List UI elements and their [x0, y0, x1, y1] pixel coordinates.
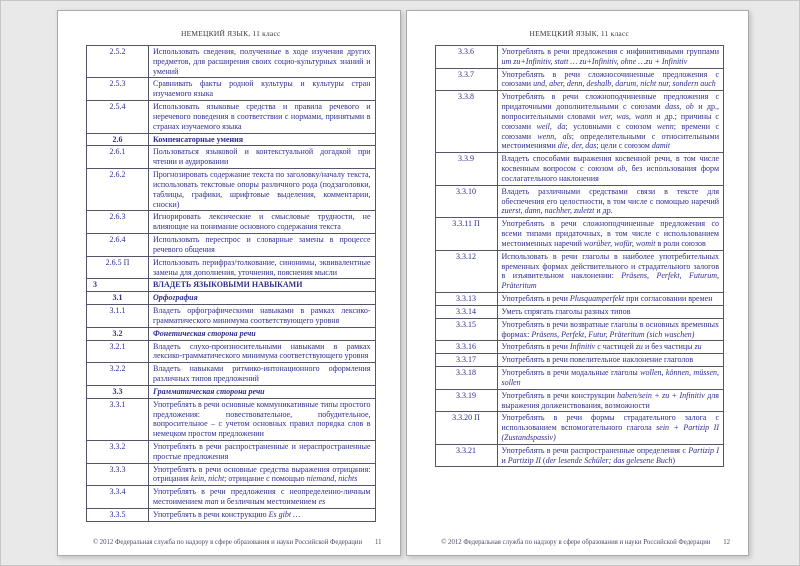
row-text: Употреблять в речи распространенные и нераспространенные простые предложения	[149, 440, 376, 463]
row-number: 3.3.8	[435, 91, 497, 153]
footer-copyright: © 2012 Федеральная служба по надзору в сфере образования и науки Российской Федерации	[441, 539, 711, 546]
row-number: 3.2.1	[87, 340, 149, 363]
table-row	[87, 463, 376, 486]
page-footer	[435, 539, 731, 546]
row-text: Фонетическая сторона речи	[149, 327, 376, 340]
table-row	[87, 292, 376, 305]
row-number: 2.5.3	[87, 78, 149, 101]
table-row	[87, 146, 376, 169]
row-text: Использовать языковые средства и правила речевого и неречевого поведения в соответствии с нормами, принятыми в странах изучаемого языка	[149, 101, 376, 133]
row-number: 3.3.9	[435, 153, 497, 185]
row-text: Употреблять в речи модальные глаголы wollen, können, müssen, sollen	[497, 367, 724, 390]
row-number: 3.3.18	[435, 367, 497, 390]
row-text: Прогнозировать содержание текста по заголовку/началу текста, использовать текстовые опоры различного рода (подзаголовки, таблицы, графики, шрифтовые выделения, комментарии, сноски)	[149, 169, 376, 211]
row-text: ВЛАДЕТЬ ЯЗЫКОВЫМИ НАВЫКАМИ	[149, 279, 376, 292]
row-number: 3.3.15	[435, 318, 497, 341]
table-row	[435, 46, 724, 69]
row-number: 2.6.1	[87, 146, 149, 169]
row-number: 3.2.2	[87, 363, 149, 386]
row-text: Употреблять в речи предложения с неопределенно-личным местоимением man и безличным местоимением es	[149, 486, 376, 509]
table-row	[87, 486, 376, 509]
row-number: 3.3.7	[435, 68, 497, 91]
row-number: 2.5.4	[87, 101, 149, 133]
table-row	[87, 398, 376, 440]
row-text: Употреблять в речи формы страдательного залога с использованием вспомогательного глагола sein + Partizip II (Zustandspassiv)	[497, 412, 724, 444]
row-text: Орфография	[149, 292, 376, 305]
row-text: Употреблять в речи повелительное наклонение глаголов	[497, 354, 724, 367]
table-row	[87, 234, 376, 257]
row-text: Владеть навыками ритмико-интонационного оформления различных типов предложений	[149, 363, 376, 386]
row-number: 3.3	[87, 385, 149, 398]
table-row	[435, 367, 724, 390]
row-text: Употреблять в речи Plusquamperfekt при согласовании времен	[497, 293, 724, 306]
row-number: 2.6.3	[87, 211, 149, 234]
row-number: 3.3.20 П	[435, 412, 497, 444]
page-header: НЕМЕЦКИЙ ЯЗЫК, 11 класс	[181, 29, 281, 38]
row-text: Употреблять в речи Infinitiv с частицей zu и без частицы zu	[497, 341, 724, 354]
table-row	[435, 185, 724, 217]
table-row	[87, 327, 376, 340]
page-header: НЕМЕЦКИЙ ЯЗЫК, 11 класс	[529, 29, 629, 38]
table-row	[87, 133, 376, 146]
row-text: Употреблять в речи распространенные определения с Partizip I и Partizip II (der lesende Schüler; das gelesene Buch)	[497, 444, 724, 467]
row-number: 3.3.21	[435, 444, 497, 467]
row-text: Владеть различными средствами связи в тексте для обеспечения его целостности, в том числе с помощью наречий zuerst, dann, nachher, zuletzt и др.	[497, 185, 724, 217]
row-number: 3.3.2	[87, 440, 149, 463]
table-row	[87, 340, 376, 363]
row-number: 3.3.10	[435, 185, 497, 217]
table-row	[87, 101, 376, 133]
table-row	[435, 68, 724, 91]
table-row	[435, 250, 724, 292]
table-row	[87, 256, 376, 279]
row-number: 3.2	[87, 327, 149, 340]
page-number: 11	[374, 539, 382, 546]
row-number: 3.3.6	[435, 46, 497, 69]
row-number: 3.3.5	[87, 508, 149, 521]
row-text: Употреблять в речи конструкции haben/sein + zu + Infinitiv для выражения долженствования, возможности	[497, 389, 724, 412]
table-row	[435, 318, 724, 341]
row-text: Употреблять в речи сложноподчиненные предложения со всеми типами придаточных, в том числе с использованием местоименных наречий worüber, wofür, womit в роли союзов	[497, 218, 724, 250]
row-number: 3.3.11 П	[435, 218, 497, 250]
page-number: 12	[723, 539, 730, 546]
table-row	[87, 305, 376, 328]
table-row	[435, 153, 724, 185]
row-number: 3.3.19	[435, 389, 497, 412]
table-row	[87, 169, 376, 211]
page-left	[57, 10, 401, 556]
row-text: Употреблять в речи основные коммуникативные типы простого предложения: повествовательное, побудительное, вопросительное – с учетом основных правил порядка слов в немецком простом предложении	[149, 398, 376, 440]
row-text: Употреблять в речи предложения с инфинитивными группами um zu+Infinitiv, statt … zu+Infinitiv, ohne …zu + Infinitiv	[497, 46, 724, 69]
row-text: Использовать в речи глаголы в наиболее употребительных временных формах действительного и страдательного залогов в изъявительном наклонении: Präsens, Perfekt, Futurum, Präteritum	[497, 250, 724, 292]
row-text: Употреблять в речи сложносочиненные предложения с союзами und, aber, denn, deshalb, darum, nicht nur, sondern auch	[497, 68, 724, 91]
table-row	[435, 354, 724, 367]
row-text: Владеть орфографическими навыками в рамках лексико-грамматического минимума соответствующего уровня	[149, 305, 376, 328]
table-row	[87, 279, 376, 292]
row-text: Использовать сведения, полученные в ходе изучения других предметов, для расширения своих социо-культурных знаний и умений	[149, 46, 376, 78]
row-text: Уметь спрягать глаголы разных типов	[497, 305, 724, 318]
table-row	[435, 341, 724, 354]
row-text: Употреблять в речи основные средства выражения отрицания: отрицания kein, nicht; отрицание с помощью niemand, nichts	[149, 463, 376, 486]
page-footer	[86, 539, 382, 546]
row-number: 3.3.17	[435, 354, 497, 367]
row-text: Игнорировать лексические и смысловые трудности, не влияющие на понимание основного содержания текста	[149, 211, 376, 234]
table-row	[87, 211, 376, 234]
footer-copyright: © 2012 Федеральная служба по надзору в сфере образования и науки Российской Федерации	[92, 539, 363, 546]
row-text: Использовать перифраз/толкование, синонимы, эквивалентные замены для дополнения, уточнения, пояснения мысли	[149, 256, 376, 279]
row-text: Владеть слухо-произносительными навыками в рамках лексико-грамматического минимума соответствующего уровня	[149, 340, 376, 363]
table-row	[87, 385, 376, 398]
row-number: 3.3.16	[435, 341, 497, 354]
row-number: 2.6.2	[87, 169, 149, 211]
row-number: 3.3.14	[435, 305, 497, 318]
row-number: 3.3.1	[87, 398, 149, 440]
row-number: 2.6.5 П	[87, 256, 149, 279]
row-number: 2.6	[87, 133, 149, 146]
content-table-right	[435, 45, 725, 467]
table-row	[435, 389, 724, 412]
content-table-left	[86, 45, 376, 522]
row-number: 3.3.4	[87, 486, 149, 509]
row-text: Употреблять в речи возвратные глаголы в основных временных формах: Präsens, Perfekt, Futur, Präteritum (sich waschen)	[497, 318, 724, 341]
row-number: 3.3.3	[87, 463, 149, 486]
row-text: Грамматическая сторона речи	[149, 385, 376, 398]
row-text: Сравнивать факты родной культуры и культуры стран изучаемого языка	[149, 78, 376, 101]
row-number: 3.1.1	[87, 305, 149, 328]
row-number: 3.1	[87, 292, 149, 305]
table-row	[87, 46, 376, 78]
row-number: 2.5.2	[87, 46, 149, 78]
table-row	[87, 440, 376, 463]
table-row	[435, 412, 724, 444]
table-row	[435, 305, 724, 318]
row-number: 3	[87, 279, 149, 292]
row-text: Употреблять в речи конструкцию Es gibt …	[149, 508, 376, 521]
row-number: 3.3.12	[435, 250, 497, 292]
page-right	[406, 10, 750, 556]
table-row	[87, 363, 376, 386]
row-number: 3.3.13	[435, 293, 497, 306]
row-text: Компенсаторные умения	[149, 133, 376, 146]
table-row	[435, 91, 724, 153]
row-text: Пользоваться языковой и контекстуальной догадкой при чтении и аудировании	[149, 146, 376, 169]
table-row	[435, 218, 724, 250]
row-text: Владеть способами выражения косвенной речи, в том числе косвенным вопросом с союзом ob, без использования форм сослагательного наклонения	[497, 153, 724, 185]
table-row	[435, 293, 724, 306]
row-text: Употреблять в речи сложноподчиненные предложения с придаточными дополнительными с союзами dass, ob и др., вопросительными словами wer, was, wann и др.; причины с союзами weil, da; условными с союзом wenn; времени с союзами wenn, als; определительными с относительными местоимениями die, der, das; цели с союзом damit	[497, 91, 724, 153]
table-row	[435, 444, 724, 467]
row-number: 2.6.4	[87, 234, 149, 257]
row-text: Использовать переспрос и словарные замены в процессе речевого общения	[149, 234, 376, 257]
table-row	[87, 78, 376, 101]
table-row	[87, 508, 376, 521]
